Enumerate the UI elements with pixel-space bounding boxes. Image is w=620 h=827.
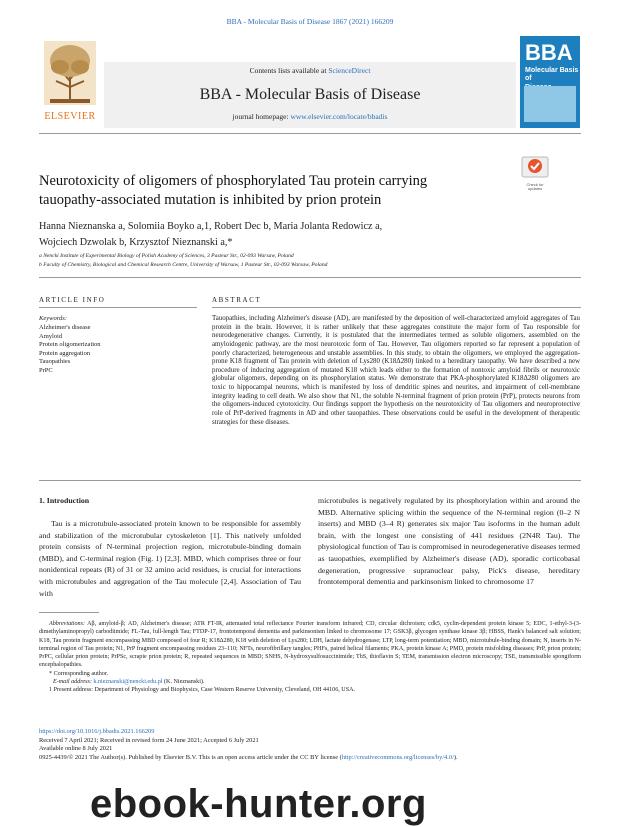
article-title-line-2: tauopathy-associated mutation is inhibited by prion protein: [39, 192, 382, 208]
introduction-heading: 1. Introduction: [39, 496, 90, 505]
keyword-item: Tauopathies: [39, 358, 71, 366]
keyword-item: Protein oligomerization: [39, 341, 101, 349]
running-header[interactable]: BBA - Molecular Basis of Disease 1867 (2021) 166209: [226, 17, 394, 26]
cover-subtitle-1: Molecular Basis of: [525, 67, 579, 83]
keyword-item: Alzheimer's disease: [39, 324, 91, 331]
keyword-item: Protein aggregation: [39, 349, 91, 357]
affiliations: [39, 252, 579, 270]
abstract-rule: [212, 307, 581, 308]
article-title: [39, 172, 509, 210]
check-for-updates-badge[interactable]: [521, 156, 549, 191]
keywords-label: Keywords:: [39, 315, 67, 322]
elsevier-wordmark: ELSEVIER: [44, 111, 96, 122]
email-link[interactable]: k.nieznanski@nencki.edu.pl: [93, 679, 163, 686]
check-for-updates-label: Check for updates: [526, 182, 544, 191]
body-column-left: [39, 518, 301, 599]
watermark: ebook-hunter.org: [90, 782, 427, 826]
footnote-rule: [39, 612, 99, 613]
contents-line: [104, 66, 516, 75]
authors-line-1[interactable]: Hanna Nieznanska a, Solomiia Boyko a,1, Robert Dec b, Maria Jolanta Redowicz a,: [39, 221, 383, 232]
homepage-line: [104, 112, 516, 121]
introduction-paragraph: Tau is a microtubule-associated protein known to be responsible for assembly and stabilization of the microtubular cytoskeleton [1]. This natively unfolded protein consists of N-terminal projection region, microtubule-binding domain (MBD), and C-terminal region (Fig. 1) [2,3]. MBD, which comprises three or four nonidentical repeats (R) of 31 or 32 amino acid residues, is crucial for interactions with microtubules and aggregation of the Tau molecule [2,4]. Association of Tau with: [39, 519, 301, 598]
email-label: E-mail address:: [53, 679, 94, 686]
cover-title: BBA: [525, 40, 573, 65]
divider: [39, 480, 581, 481]
license-link[interactable]: http://creativecommons.org/licenses/by/4.0/: [341, 753, 454, 761]
sciencedirect-link[interactable]: ScienceDirect: [328, 66, 371, 75]
cover-image: [524, 86, 576, 122]
elsevier-logo: [40, 37, 100, 129]
abstract-heading: ABSTRACT: [212, 296, 262, 304]
check-for-updates-icon: [521, 156, 549, 178]
received-dates: Received 7 April 2021; Received in revised form 24 June 2021; Accepted 6 July 2021: [39, 736, 259, 744]
license-prefix: 0925-4439/© 2021 The Author(s). Published by Elsevier B.V. This is an open access article under the CC BY license (: [39, 753, 342, 761]
doi-link[interactable]: https://doi.org/10.1016/j.bbadis.2021.166209: [39, 728, 155, 735]
journal-title: BBA - Molecular Basis of Disease: [199, 86, 421, 103]
abstract-text: Tauopathies, including Alzheimer's disease (AD), are manifested by the deposition of well-characterized amyloid aggregates of Tau protein in the brain. However, it is rather unlikely that these aggregates constitute the major form of Tau responsible for neurodegenerative changes. Currently, it is postulated that the intermediates termed as soluble oligomers, assembled on the amyloidogenic pathway, are the most neurotoxic form of Tau. However, Tau oligomers reported so far represent a population of poorly characterized, heterogeneous and unstable assemblies. In this study, to obtain the oligomers, we employed the aggregation-prone K18 fragment of Tau protein with deletion of Lys280 (K18Δ280) linked to a hereditary tauopathy. We have described a new procedure of inducing aggregation of mutated K18 which leads either to the formation of nontoxic amyloid fibrils or neurotoxic globular oligomers, depending on its phosphorylation status. We demonstrate that PKA-phosphorylated K18Δ280 oligomers are toxic to hippocampal neurons, which is manifested by loss of dendritic spines and neurites, and impairment of cell-membrane integrity leading to cell death. We also show that N1, the soluble N-terminal fragment of prion protein (PrP), protects neurons from the oligomers-induced cytotoxicity. Our findings support the hypothesis on the neurotoxicity of Tau oligomers and neuroprotective role of PrP-derived fragments in AD and other tauopathies. These observations could be useful in the development of therapeutic strategies for these diseases.: [212, 315, 580, 426]
keyword-list: [39, 324, 101, 376]
license-suffix: ).: [453, 753, 458, 761]
affiliation-a: a Nencki Institute of Experimental Biology of Polish Academy of Sciences, 3 Pasteur Str., 02-093 Warsaw, Poland: [39, 253, 294, 259]
available-online: Available online 8 July 2021: [39, 745, 113, 753]
body-column-right: microtubules is negatively regulated by its phosphorylation within and around the MBD. Alternative splicing within the sequence of the N-terminal region (0–2 N inserts) and MBD (3–4 R) generates six major Tau isoforms in the human adult brain, with the longest one consisting of 441 residues (2N4R Tau). The physiological function of Tau is compromised in neurodegenerative diseases termed as tauopathies, exemplified by Alzheimer's disease (AD), sporadic corticobasal degeneration, progressive supranuclear palsy, Pick's disease, hereditary frontotemporal dementia and parkinsonism linked to chromosome 17: [318, 496, 580, 587]
journal-cover: [520, 36, 580, 128]
keyword-item: PrPC: [39, 366, 53, 374]
license-line: [39, 754, 581, 763]
publication-info: [39, 728, 581, 762]
affiliation-b: b Faculty of Chemistry, Biological and Chemical Research Centre, University of Warsaw, 1 Pasteur Str., 02-093 Warsaw, Poland: [39, 262, 328, 268]
homepage-link[interactable]: www.elsevier.com/locate/bbadis: [290, 112, 388, 121]
divider: [39, 277, 581, 278]
contents-prefix: Contents lists available at: [249, 66, 329, 75]
article-info-rule: [39, 307, 197, 308]
abbreviations-text: Aβ, amyloid-β; AD, Alzheimer's disease; ATR FT-IR, attenuated total reflectance Fourier transform infrared; CD, circular dichroism; cdk5, cyclin-dependent protein kinase 5; EDC, 1-ethyl-3-(3-dimethylaminopropyl) carbodiimide; FL-Tau, full-length Tau; FTDP-17, frontotemporal dementia and parkinsonism linked to chromosome 17; GSK3β, glycogen synthase kinase 3β; HBSS, Hank's balanced salt solution; K18, Tau protein fragment encompassing MBD composed of four R; K18Δ280, K18 with deletion of Lys280; LDH, lactate dehydrogenase; LTP, long-term potentiation; MBD, microtubule-binding domain; N, inserts in N-terminal region of Tau protein; N1, PrP fragment encompassing residues 23–110; NFTs, neurofibrillary tangles; PHFs, paired helical filaments; PKA, protein kinase A; PMD, protein misfolding diseases; PrP, prion protein; PrPC, cellular prion protein; PrPSc, scrapie prion protein; R, repeated sequences in MBD; SNHS, N-hydroxysulfosuccinimide; ThS, thioflavin S; TEM, transmission electron microscopy; TSE, transmissible spongiform encephalopathies.: [39, 621, 581, 669]
email-suffix: (K. Nieznanski).: [162, 679, 205, 686]
homepage-prefix: journal homepage:: [232, 112, 291, 121]
authors-line-2[interactable]: Wojciech Dzwolak b, Krzysztof Nieznanski a,*: [39, 237, 233, 248]
footnotes: [39, 620, 581, 695]
email-note: [39, 678, 581, 686]
corresponding-author-note: * Corresponding author.: [49, 670, 109, 677]
abbreviations-label: Abbreviations:: [49, 621, 85, 627]
abbreviations-note: [39, 620, 581, 670]
present-address-note: 1 Present address: Department of Physiology and Biophysics, Case Western Reserve University, Cleveland, OH 44106, USA.: [49, 687, 356, 694]
keyword-item: Amyloid: [39, 332, 63, 340]
author-list: [39, 219, 559, 251]
article-title-line-1: Neurotoxicity of oligomers of phosphorylated Tau protein carrying: [39, 173, 428, 189]
article-info-heading: ARTICLE INFO: [39, 296, 106, 304]
